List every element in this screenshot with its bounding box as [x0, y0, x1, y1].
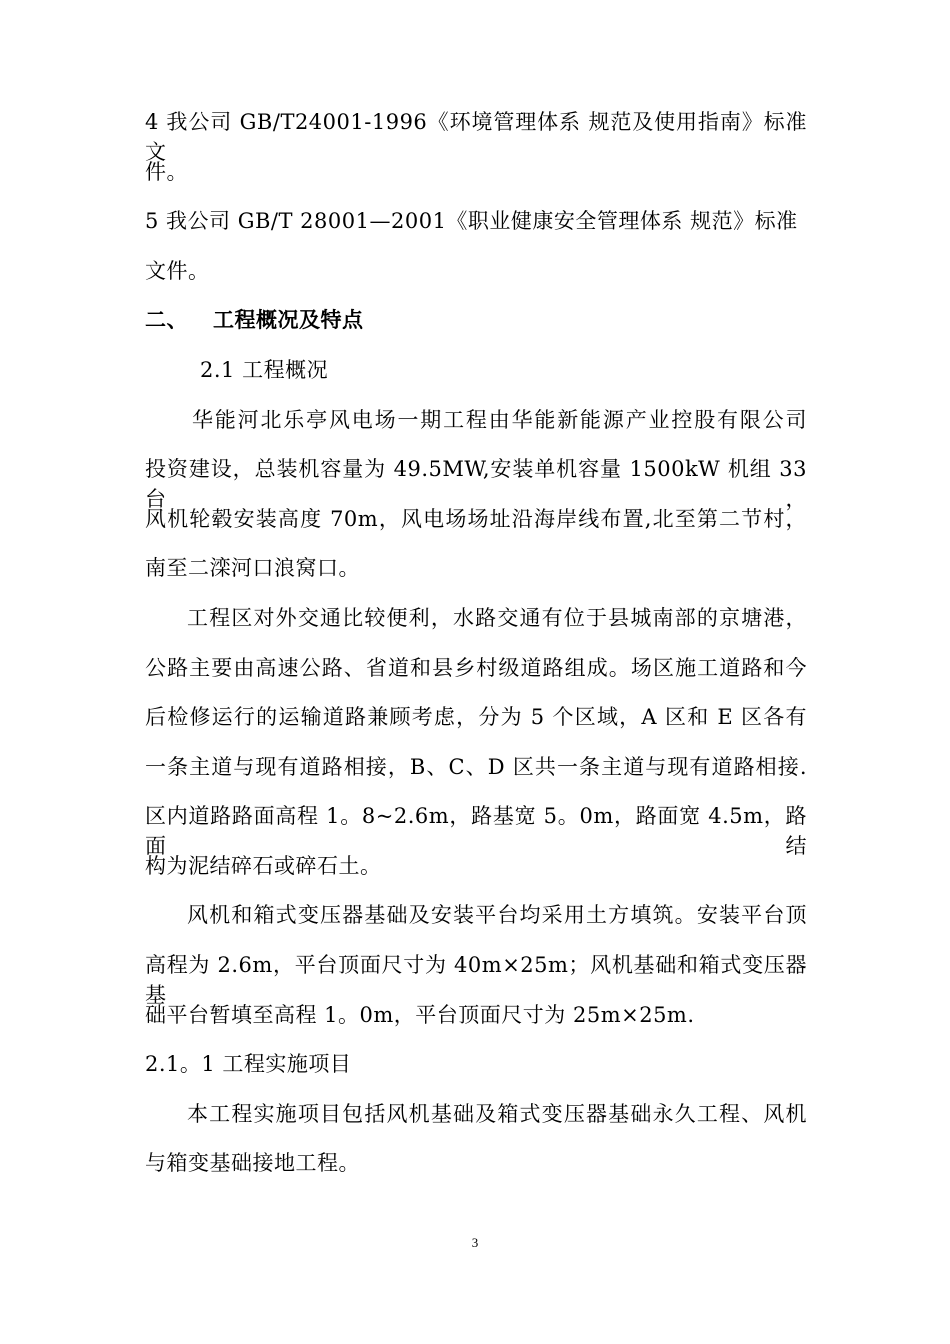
paragraph-line: 风机和箱式变压器基础及安装平台均采用土方填筑。安装平台顶: [187, 903, 807, 927]
paragraph-line: 一条主道与现有道路相接，B、C、D 区共一条主道与现有道路相接.: [145, 755, 807, 779]
section-title: 工程概况及特点: [213, 308, 364, 332]
page-number: 3: [471, 1235, 479, 1250]
subsection-heading: 2.1 工程概况: [200, 358, 329, 382]
paragraph-line: 风机轮毂安装高度 70m，风电场场址沿海岸线布置,北至第二节村，: [145, 507, 807, 531]
paragraph-line: 后检修运行的运输道路兼顾考虑，分为 5 个区域，A 区和 E 区各有: [145, 705, 807, 729]
section-number: 二、: [145, 308, 188, 332]
paragraph-line: 件。: [145, 160, 188, 184]
paragraph-line: 工程区对外交通比较便利，水路交通有位于县城南部的京塘港，: [187, 606, 807, 630]
paragraph-line: 础平台暂填至高程 1。0m，平台顶面尺寸为 25m×25m.: [145, 1003, 695, 1027]
subsection-heading: 2.1。1 工程实施项目: [145, 1052, 352, 1076]
paragraph-line: 与箱变基础接地工程。: [145, 1151, 360, 1175]
paragraph-line: 5 我公司 GB/T 28001—2001《职业健康安全管理体系 规范》标准: [145, 209, 798, 233]
paragraph-line: 南至二滦河口浪窝口。: [145, 556, 360, 580]
paragraph-line: 区内道路路面高程 1。8~2.6m，路基宽 5。0m，路面宽 4.5m，路面结: [145, 804, 807, 858]
paragraph-line: 华能河北乐亭风电场一期工程由华能新能源产业控股有限公司: [192, 408, 807, 432]
paragraph-line: 公路主要由高速公路、省道和县乡村级道路组成。场区施工道路和今: [145, 656, 807, 680]
paragraph-line: 4 我公司 GB/T24001-1996《环境管理体系 规范及使用指南》标准文: [145, 110, 807, 164]
paragraph-line: 投资建设，总装机容量为 49.5MW,安装单机容量 1500kW 机组 33 台，: [145, 457, 807, 511]
section-heading: [145, 305, 364, 335]
paragraph-line: 构为泥结碎石或碎石土。: [145, 854, 382, 878]
paragraph-line: 本工程实施项目包括风机基础及箱式变压器基础永久工程、风机: [187, 1102, 807, 1126]
paragraph-line: 文件。: [145, 259, 210, 283]
paragraph-line: 高程为 2.6m，平台顶面尺寸为 40m×25m；风机基础和箱式变压器基: [145, 953, 807, 1007]
